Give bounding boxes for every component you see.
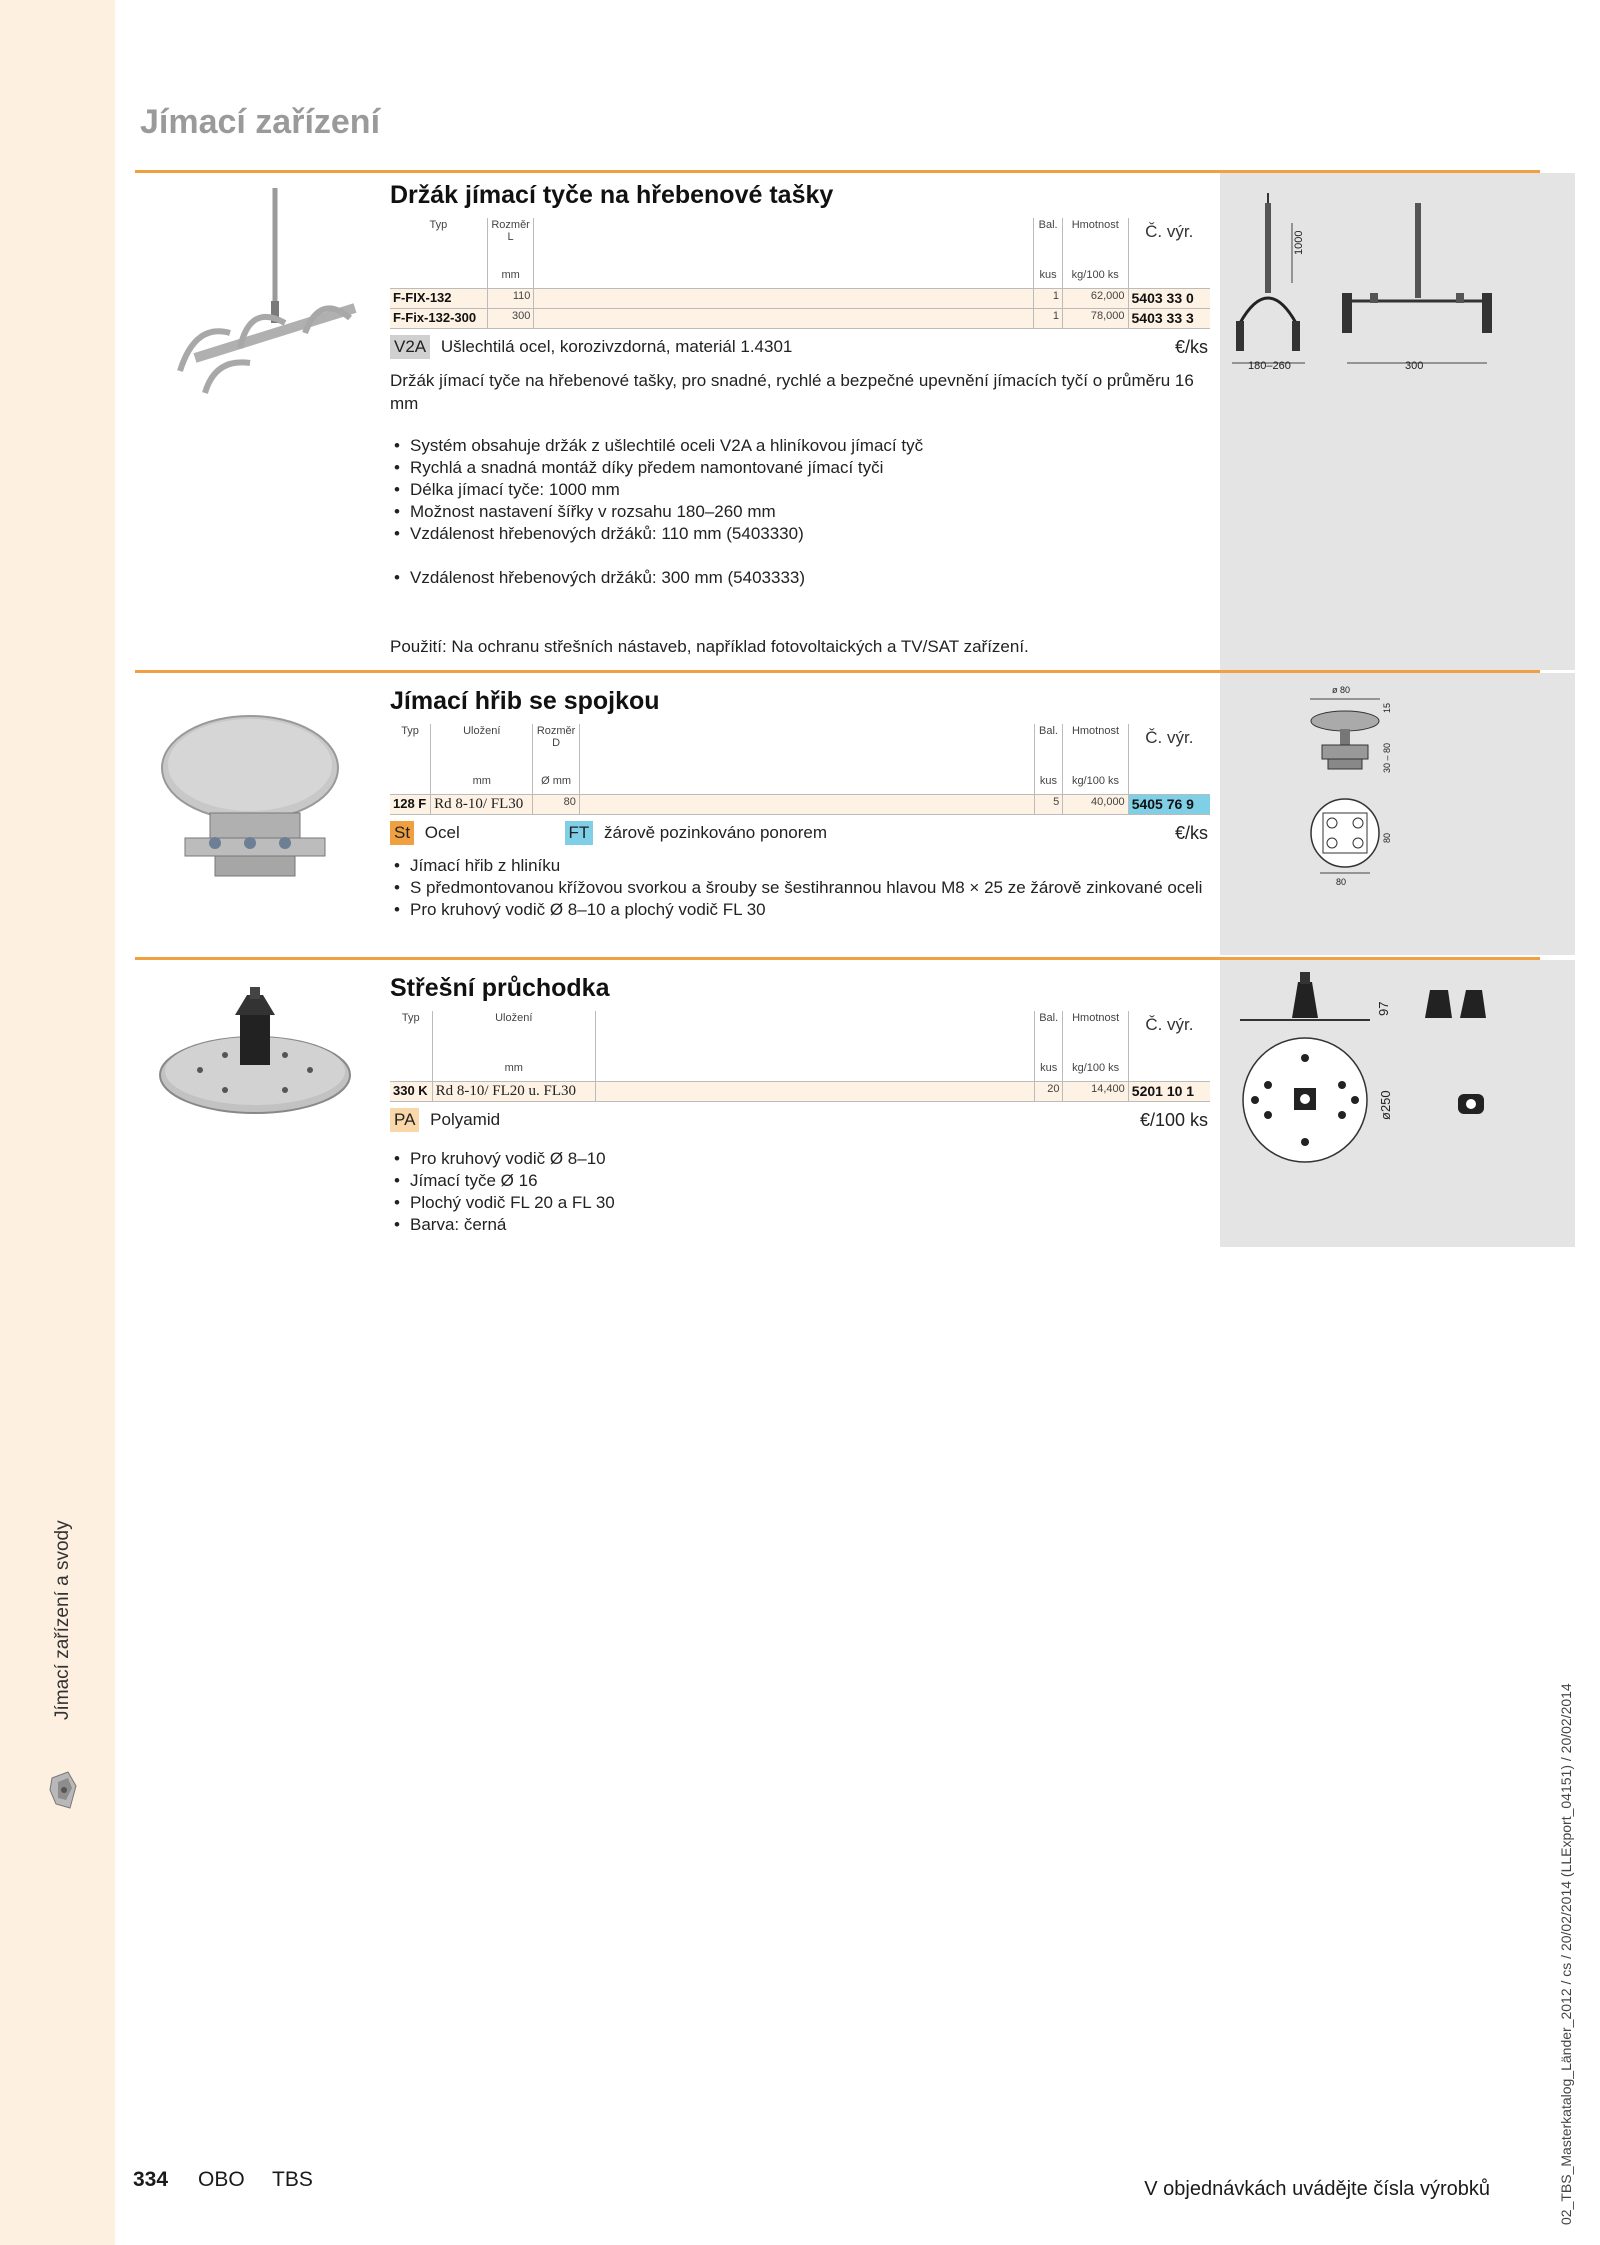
material-badge: V2A — [390, 335, 430, 359]
table-row: 330 K Rd 8-10/ FL20 u. FL30 20 14,400 5201 10 1 — [390, 1081, 1210, 1101]
article-number: 5201 10 1 — [1128, 1081, 1210, 1101]
feature-list — [390, 1148, 1212, 1236]
list-item: • Vzdálenost hřebenových držáků: 300 mm (5403333) — [390, 567, 1212, 589]
article-number: 5403 33 3 — [1128, 308, 1210, 328]
vertical-meta: 02_TBS_Masterkatalog_Länder_2012 / cs / 20/02/2014 (LLExport_04151) / 20/02/2014 — [1558, 1683, 1574, 2225]
mushroom-product-image — [155, 703, 355, 898]
dim-s80a: 80 — [1382, 832, 1392, 843]
material-text: Ocel — [424, 822, 460, 842]
col-hm: Hmotnost — [1062, 218, 1128, 268]
roof-bushing-technical-drawing — [1220, 960, 1575, 1220]
article-number: 5405 76 9 — [1128, 794, 1210, 814]
material-line — [390, 1108, 1212, 1138]
dim-h15: 15 — [1382, 702, 1392, 713]
feature-list-2 — [390, 567, 1212, 589]
table-row: F-Fix-132-300 300 1 78,000 5403 33 3 — [390, 308, 1210, 328]
left-margin-band — [0, 0, 115, 2245]
table-row: 128 F Rd 8-10/ FL30 80 5 40,000 5405 76 9 — [390, 794, 1210, 814]
list-item: • Pro kruhový vodič Ø 8–10 a plochý vodič FL 30 — [390, 899, 1210, 921]
list-item: • Barva: černá — [390, 1214, 1212, 1236]
list-item: • S předmontovanou křížovou svorkou a šrouby se šestihrannou hlavou M8 × 25 ze žárově zinkované oceli — [390, 877, 1210, 899]
page-number: 334 — [133, 2168, 169, 2191]
ridge-holder-spec-table: Typ Rozměr L Bal. Hmotnost Č. výr. mm kus kg/100 ks F-FIX-132 110 1 62,000 5403 33 0 F-Fix-132-300 300 1 78,000 5403 33 3 — [390, 218, 1210, 329]
list-item: • Jímací hřib z hliníku — [390, 855, 1210, 877]
material-line — [390, 335, 1212, 365]
dim-d80: ø 80 — [1332, 685, 1351, 695]
dim-width2-label: 300 — [1405, 360, 1424, 372]
col-vyr: Č. výr. — [1128, 218, 1210, 268]
roof-bushing-drawing-panel — [1220, 960, 1575, 1247]
mushroom-content — [390, 687, 1212, 921]
ridge-holder-product-image — [155, 183, 365, 403]
dim-width1-label: 180–260 — [1248, 360, 1291, 372]
col-size: Rozměr L — [487, 218, 534, 268]
product-description: Držák jímací tyče na hřebenové tašky, pro snadné, rychlé a bezpečné upevnění jímacích tyčí o průměru 16 mm — [390, 370, 1194, 413]
product-section-mushroom — [135, 670, 1540, 955]
material-line — [390, 821, 1212, 851]
finish-text: žárově pozinkováno ponorem — [604, 822, 828, 842]
col-bal: Bal. — [1034, 218, 1063, 268]
section-heading: Držák jímací tyče na hřebenové tašky — [390, 181, 834, 209]
material-badge: PA — [390, 1108, 419, 1132]
dim-h97: 97 — [1376, 1001, 1391, 1016]
usage-note: Použití: Na ochranu střešních nástaveb, například fotovoltaických a TV/SAT zařízení. — [390, 636, 1029, 656]
footer-note: V objednávkách uvádějte čísla výrobků — [1144, 2178, 1490, 2200]
list-item: • Možnost nastavení šířky v rozsahu 180–260 mm — [390, 501, 1212, 523]
roof-bushing-product-image — [155, 985, 355, 1125]
material-text: Polyamid — [430, 1109, 501, 1129]
list-item: • Pro kruhový vodič Ø 8–10 — [390, 1148, 1212, 1170]
list-item: • Rychlá a snadná montáž díky předem namontované jímací tyči — [390, 457, 1212, 479]
feature-list — [390, 855, 1210, 921]
brand-sub-label: TBS — [272, 2168, 313, 2191]
page-title: Jímací zařízení — [140, 103, 381, 141]
ridge-holder-drawing-panel — [1220, 173, 1575, 670]
section-heading: Jímací hřib se spojkou — [390, 687, 660, 715]
article-number: 5403 33 0 — [1128, 288, 1210, 308]
list-item: • Systém obsahuje držák z ušlechtilé oceli V2A a hliníkovou jímací tyč — [390, 435, 1212, 457]
dim-s80b: 80 — [1336, 877, 1347, 887]
ridge-holder-content — [390, 181, 1212, 658]
material-text: Ušlechtilá ocel, korozivzdorná, materiál 1.4301 — [440, 336, 793, 356]
ridge-holder-technical-drawing — [1220, 173, 1575, 403]
price-unit: €/ks — [1174, 336, 1208, 357]
brand-label: OBO — [198, 2168, 245, 2191]
side-chapter-label: Jímací zařízení a svody — [52, 1520, 73, 1720]
list-item: • Vzdálenost hřebenových držáků: 110 mm (5403330) — [390, 523, 1212, 545]
section-heading: Střešní průchodka — [390, 974, 610, 1002]
lightning-rod-icon — [46, 1768, 82, 1814]
dim-height-label: 1000 — [1293, 230, 1305, 255]
list-item: • Plochý vodič FL 20 a FL 30 — [390, 1192, 1212, 1214]
roof-bushing-spec-table: Typ Uložení Bal. Hmotnost Č. výr. mm kus kg/100 ks 330 K Rd 8-10/ FL20 u. FL30 20 14,400 5201 10 1 — [390, 1011, 1210, 1102]
finish-badge: FT — [565, 821, 594, 845]
list-item: • Délka jímací tyče: 1000 mm — [390, 479, 1212, 501]
product-section-roof-bushing — [135, 957, 1540, 1247]
price-unit: €/100 ks — [1139, 1109, 1208, 1130]
feature-list — [390, 435, 1212, 545]
table-row: F-FIX-132 110 1 62,000 5403 33 0 — [390, 288, 1210, 308]
material-badge: St — [390, 821, 414, 845]
mushroom-spec-table: Typ Uložení Rozměr D Bal. Hmotnost Č. výr. mm Ø mm kus kg/100 ks 128 F Rd 8-10/ FL30 80 5 40,000 5405 76 9 — [390, 724, 1210, 815]
dim-d250: ø250 — [1378, 1090, 1393, 1120]
mushroom-technical-drawing — [1220, 673, 1575, 893]
roof-bushing-content — [390, 974, 1212, 1236]
mushroom-drawing-panel — [1220, 673, 1575, 955]
dim-h30: 30 – 80 — [1382, 742, 1392, 773]
list-item: • Jímací tyče Ø 16 — [390, 1170, 1212, 1192]
price-unit: €/ks — [1174, 822, 1208, 843]
col-typ: Typ — [429, 219, 448, 231]
product-section-ridge-holder — [135, 170, 1540, 670]
